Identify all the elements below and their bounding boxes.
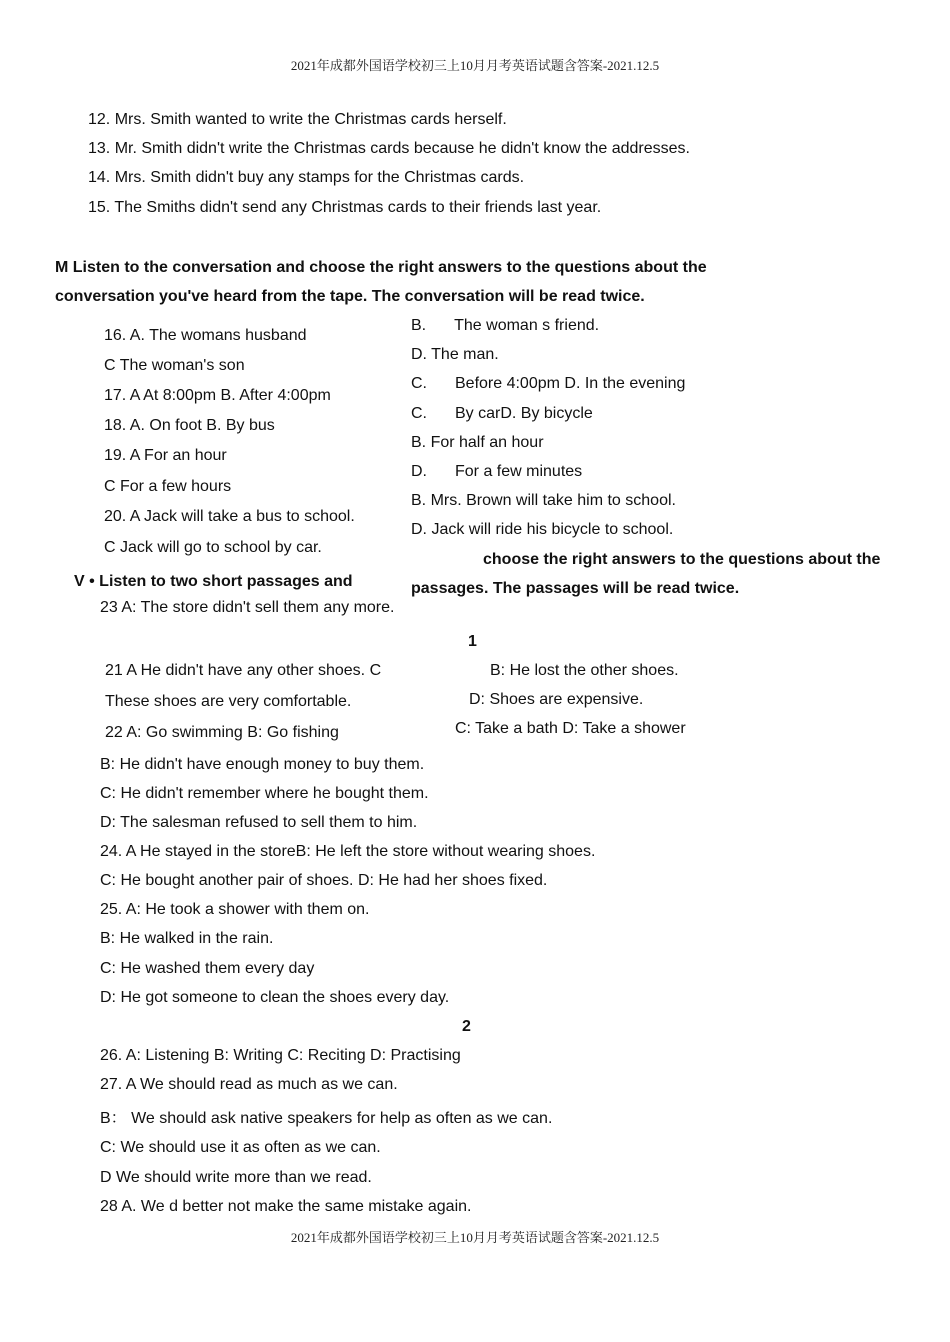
question-option: D: He got someone to clean the shoes every day.: [100, 989, 450, 1006]
question-option: C The woman's son: [104, 357, 245, 374]
question-option: 18. A. On foot B. By bus: [104, 417, 275, 434]
question-option: C: We should use it as often as we can.: [100, 1139, 381, 1156]
question-option: 25. A: He took a shower with them on.: [100, 901, 370, 918]
question-option: D. The man.: [411, 346, 499, 363]
question-option: C For a few hours: [104, 478, 232, 495]
question-option: D: The salesman refused to sell them to him.: [100, 814, 418, 831]
question-option: 28 A. We d better not make the same mistake again.: [100, 1198, 472, 1215]
question-option: 23 A: The store didn't sell them any more.: [100, 599, 395, 616]
question-option: C Jack will go to school by car.: [104, 539, 322, 556]
question-option: B. For half an hour: [411, 434, 544, 451]
passage-number: 1: [468, 633, 477, 650]
page-header: 2021年成都外国语学校初三上10月月考英语试题含答案-2021.12.5: [290, 58, 660, 73]
question-option: C: He washed them every day: [100, 960, 315, 977]
tf-item: 15. The Smiths didn't send any Christmas cards to their friends last year.: [88, 199, 602, 216]
passage-number: 2: [462, 1018, 471, 1035]
question-option: 22 A: Go swimming B: Go fishing: [105, 724, 339, 741]
question-option: 19. A For an hour: [104, 447, 227, 464]
section-m-heading-line2: conversation you've heard from the tape. The conversation will be read twice.: [55, 288, 645, 305]
question-option: B: He didn't have enough money to buy them.: [100, 756, 425, 773]
question-option: B： We should ask native speakers for help as often as we can.: [100, 1110, 553, 1127]
question-option: 20. A Jack will take a bus to school.: [104, 508, 355, 525]
question-option: D. For a few minutes: [411, 463, 583, 480]
question-option: D We should write more than we read.: [100, 1169, 372, 1186]
question-option: 27. A We should read as much as we can.: [100, 1076, 398, 1093]
question-option: C: He bought another pair of shoes. D: He had her shoes fixed.: [100, 872, 548, 889]
section-v-heading-line2: passages. The passages will be read twice.: [411, 580, 740, 597]
question-option: 26. A: Listening B: Writing C: Reciting D: Practising: [100, 1047, 461, 1064]
section-m-heading-line1: M Listen to the conversation and choose the right answers to the questions about the: [55, 259, 707, 276]
question-option: C: Take a bath D: Take a shower: [455, 720, 686, 737]
question-option: B: He lost the other shoes.: [490, 662, 679, 679]
tf-item: 14. Mrs. Smith didn't buy any stamps for the Christmas cards.: [88, 169, 525, 186]
question-option: B: He walked in the rain.: [100, 930, 274, 947]
question-option: 24. A He stayed in the storeB: He left the store without wearing shoes.: [100, 843, 596, 860]
question-option: C: He didn't remember where he bought them.: [100, 785, 429, 802]
page-footer: 2021年成都外国语学校初三上10月月考英语试题含答案-2021.12.5: [290, 1230, 660, 1245]
question-option: 21 A He didn't have any other shoes. C: [105, 662, 382, 679]
question-option: C. By carD. By bicycle: [411, 405, 593, 422]
question-option: 16. A. The womans husband: [104, 327, 307, 344]
question-option: D. Jack will ride his bicycle to school.: [411, 521, 674, 538]
question-option: 17. A At 8:00pm B. After 4:00pm: [104, 387, 331, 404]
question-option: B. The woman s friend.: [411, 317, 600, 334]
section-v-heading-prefix: V • Listen to two short passages and: [74, 573, 353, 590]
question-option: C. Before 4:00pm D. In the evening: [411, 375, 686, 392]
question-option: D: Shoes are expensive.: [469, 691, 644, 708]
question-option: B. Mrs. Brown will take him to school.: [411, 492, 676, 509]
tf-item: 13. Mr. Smith didn't write the Christmas cards because he didn't know the addresses.: [88, 140, 690, 157]
tf-item: 12. Mrs. Smith wanted to write the Christmas cards herself.: [88, 111, 507, 128]
question-option: These shoes are very comfortable.: [105, 693, 352, 710]
section-v-heading-line1: choose the right answers to the questions about the: [483, 551, 881, 568]
